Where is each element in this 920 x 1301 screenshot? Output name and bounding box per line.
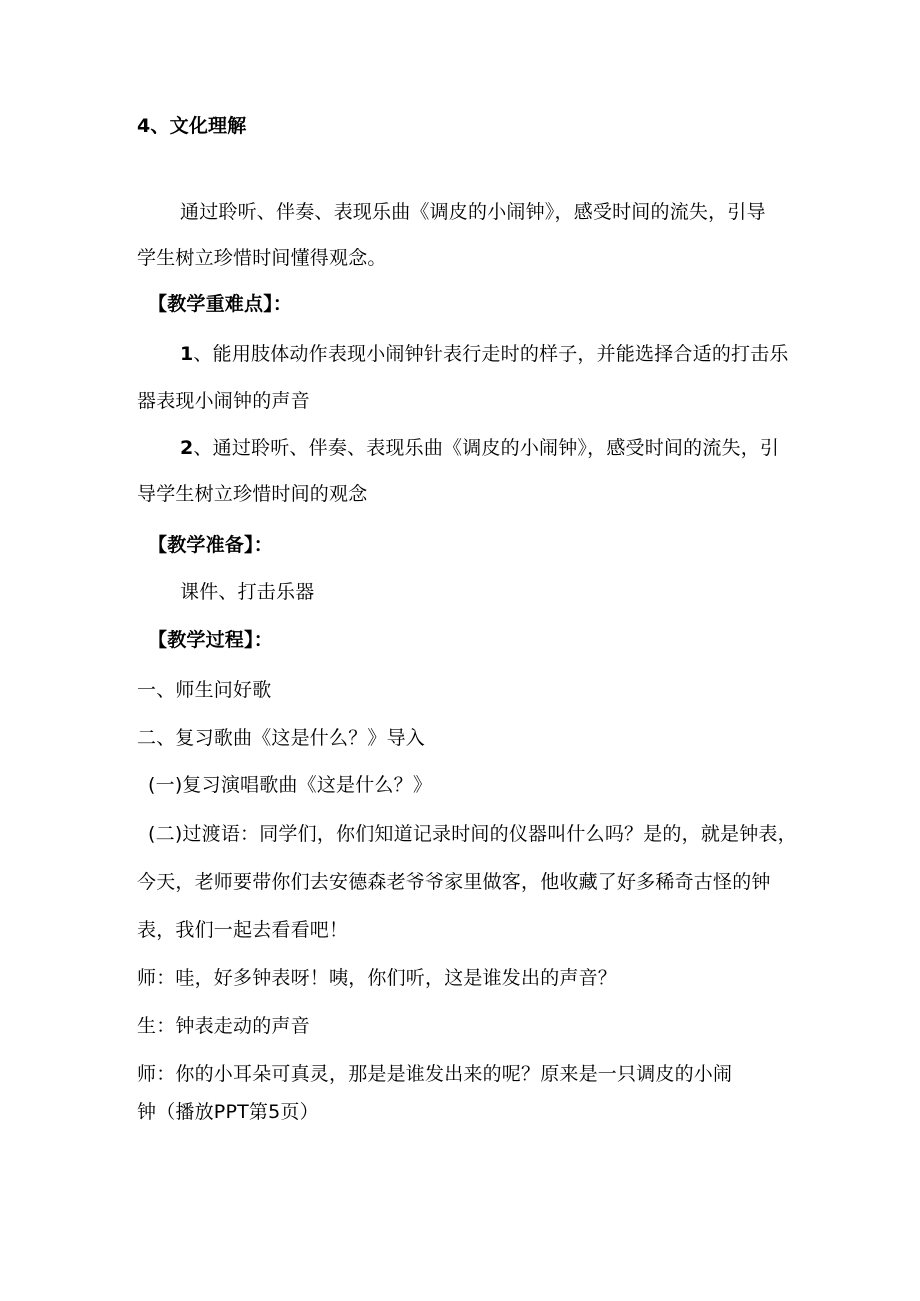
section-heading-cultural-understanding: 4、文化理解: [137, 115, 247, 137]
key-point-1-line-2: 器表现小闹钟的声音: [137, 390, 310, 412]
process-step-1: 一、师生问好歌: [137, 679, 272, 701]
key-point-2-number: 2: [180, 437, 194, 459]
key-point-2-line-2: 导学生树立珍惜时间的观念: [137, 483, 368, 505]
process-substep-2-line-2: 今天，老师要带你们去安德森老爷爷家里做客，他收藏了好多稀奇古怪的钟: [137, 871, 771, 893]
preparation-heading: 【教学准备】：: [148, 534, 273, 556]
key-point-2-text: 、通过聆听、伴奏、表现乐曲《调皮的小闹钟》，感受时间的流失，引: [193, 437, 780, 459]
cultural-paragraph-line-2: 学生树立珍惜时间懂得观念。: [137, 247, 387, 269]
preparation-text: 课件、打击乐器: [180, 581, 315, 603]
key-point-1-line-1: [180, 342, 789, 366]
key-point-2-line-1: [180, 436, 779, 460]
process-substep-2-line-1: (二)过渡语：同学们，你们知道记录时间的仪器叫什么吗？是的，就是钟表，: [148, 823, 797, 845]
dialogue-student-1: 生：钟表走动的声音: [137, 1015, 310, 1037]
key-point-1-text: 、能用肢体动作表现小闹钟针表行走时的样子，并能选择合适的打击乐: [193, 343, 789, 365]
dialogue-teacher-2-line-1: 师：你的小耳朵可真灵，那是是谁发出来的呢？原来是一只调皮的小闹: [137, 1063, 733, 1085]
key-points-heading: 【教学重难点】：: [148, 293, 293, 315]
dialogue-teacher-2-line-2: 钟（播放PPT第5页）: [137, 1101, 319, 1123]
process-heading: 【教学过程】：: [148, 629, 273, 651]
process-substep-1: (一)复习演唱歌曲《这是什么？》: [148, 774, 433, 796]
process-step-2: 二、复习歌曲《这是什么？》导入: [137, 727, 426, 749]
process-substep-2-line-3: 表，我们一起去看看吧！: [137, 919, 349, 941]
cultural-paragraph-line-1: 通过聆听、伴奏、表现乐曲《调皮的小闹钟》，感受时间的流失，引导: [180, 201, 766, 223]
dialogue-teacher-1: 师：哇，好多钟表呀！咦，你们听，这是谁发出的声音？: [137, 967, 618, 989]
key-point-1-number: 1: [180, 343, 194, 365]
